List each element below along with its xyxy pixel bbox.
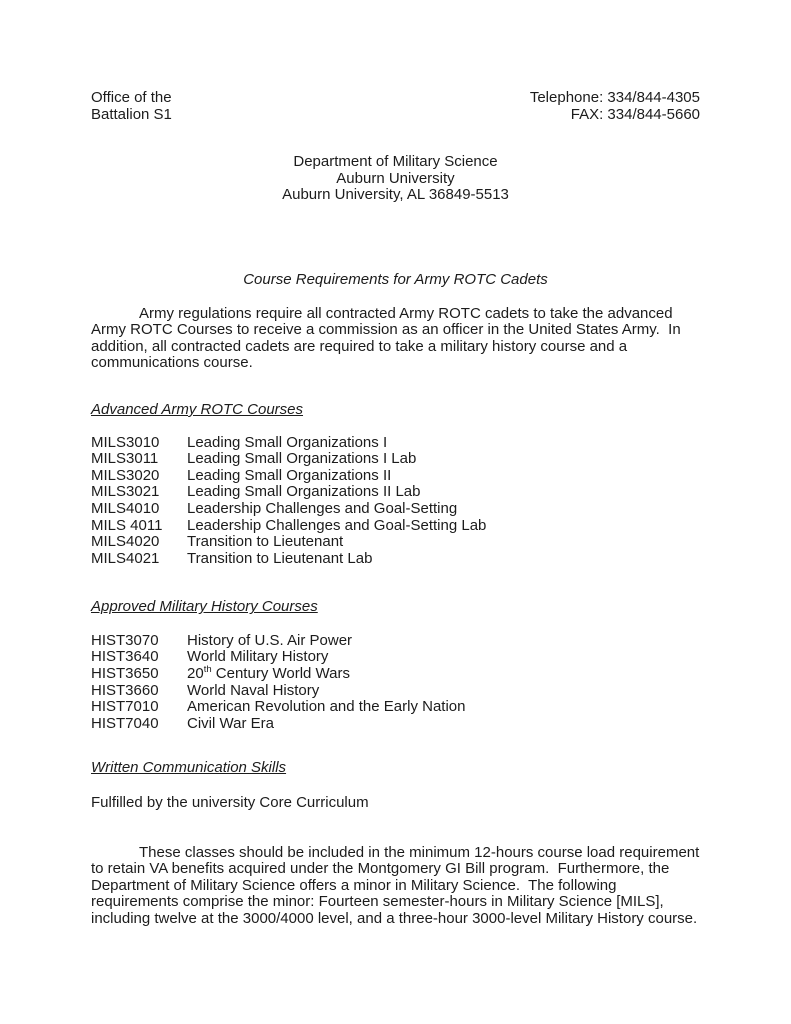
course-row: [91, 484, 700, 501]
course-row: [91, 534, 700, 551]
course-row: [91, 551, 700, 568]
course-row: [91, 699, 700, 716]
address-city-zip: Auburn University, AL 36849-5513: [282, 186, 509, 204]
course-code: HIST3640: [91, 648, 159, 666]
telephone-line: Telephone: 334/844-4305: [529, 89, 700, 106]
course-title: Leading Small Organizations I: [187, 433, 388, 451]
course-code: HIST7010: [91, 698, 159, 716]
course-code: HIST3070: [91, 631, 159, 649]
letterhead-contact: [530, 90, 700, 123]
course-title: Leadership Challenges and Goal-Setting: [187, 499, 458, 517]
course-title: Leading Small Organizations II: [187, 466, 392, 484]
course-code: HIST3650: [91, 665, 159, 683]
course-row: [91, 435, 700, 452]
course-title: Transition to Lieutenant: [187, 533, 344, 551]
closing-paragraph: These classes should be included in the minimum 12-hours course load requirement to retain VA benefits acquired under the Montgomery GI Bill program. Furthermore, the Department of Military Science offers a minor in Military Science. The following requirements comprise the minor: Fourteen semester-hours in Military Science [MILS], including twelve at the 3000/4000 level, and a three-hour 3000-level Military History course.: [91, 843, 704, 927]
course-row: [91, 683, 700, 700]
course-code: MILS4010: [91, 499, 160, 517]
course-title: History of U.S. Air Power: [187, 631, 353, 649]
course-code: MILS3010: [91, 433, 160, 451]
course-title: Leadership Challenges and Goal-Setting Lab: [187, 516, 487, 534]
letterhead-office: [91, 90, 172, 123]
course-code: MILS3011: [91, 450, 159, 468]
course-row: [91, 649, 700, 666]
course-row: [91, 468, 700, 485]
course-code: HIST3660: [91, 681, 159, 699]
course-row: [91, 633, 700, 650]
course-title: Civil War Era: [187, 714, 274, 732]
course-code: MILS3020: [91, 466, 160, 484]
section-heading-military-history: Approved Military History Courses: [91, 598, 318, 616]
course-row: [91, 716, 700, 733]
section-heading-written-communication: Written Communication Skills: [91, 759, 287, 777]
office-line-1: Office of the: [91, 89, 172, 106]
military-history-course-list: [91, 633, 700, 733]
course-row: [91, 666, 700, 683]
communication-fulfilled-note: Fulfilled by the university Core Curriculum: [91, 794, 369, 812]
advanced-rotc-course-list: [91, 435, 700, 568]
address-block: [91, 154, 700, 204]
document-title: Course Requirements for Army ROTC Cadets: [243, 270, 548, 288]
course-title: World Military History: [187, 648, 329, 666]
course-row: [91, 518, 700, 535]
fax-line: FAX: 334/844-5660: [570, 105, 700, 123]
course-title: 20th Century World Wars: [187, 664, 350, 683]
course-code: MILS 4011: [91, 516, 163, 534]
course-code: MILS4021: [91, 549, 160, 567]
address-department: Department of Military Science: [293, 153, 498, 171]
course-title: Transition to Lieutenant Lab: [187, 549, 373, 567]
course-title: Leading Small Organizations I Lab: [187, 450, 417, 468]
course-code: MILS3021: [91, 483, 160, 501]
course-title: World Naval History: [187, 681, 320, 699]
section-heading-advanced-rotc: Advanced Army ROTC Courses: [91, 400, 304, 418]
course-code: HIST7040: [91, 714, 159, 732]
course-code: MILS4020: [91, 533, 160, 551]
intro-paragraph: Army regulations require all contracted Army ROTC cadets to take the advanced Army ROTC Courses to receive a commission as an officer in the United States Army. In addition, all contracted cadets are required to take a military history course and a communications course.: [91, 304, 685, 372]
course-title: Leading Small Organizations II Lab: [187, 483, 421, 501]
office-line-2: Battalion S1: [91, 105, 172, 123]
course-row: [91, 451, 700, 468]
letterhead: [91, 90, 700, 123]
course-row: [91, 501, 700, 518]
course-title: American Revolution and the Early Nation: [187, 698, 466, 716]
address-university: Auburn University: [336, 169, 455, 187]
